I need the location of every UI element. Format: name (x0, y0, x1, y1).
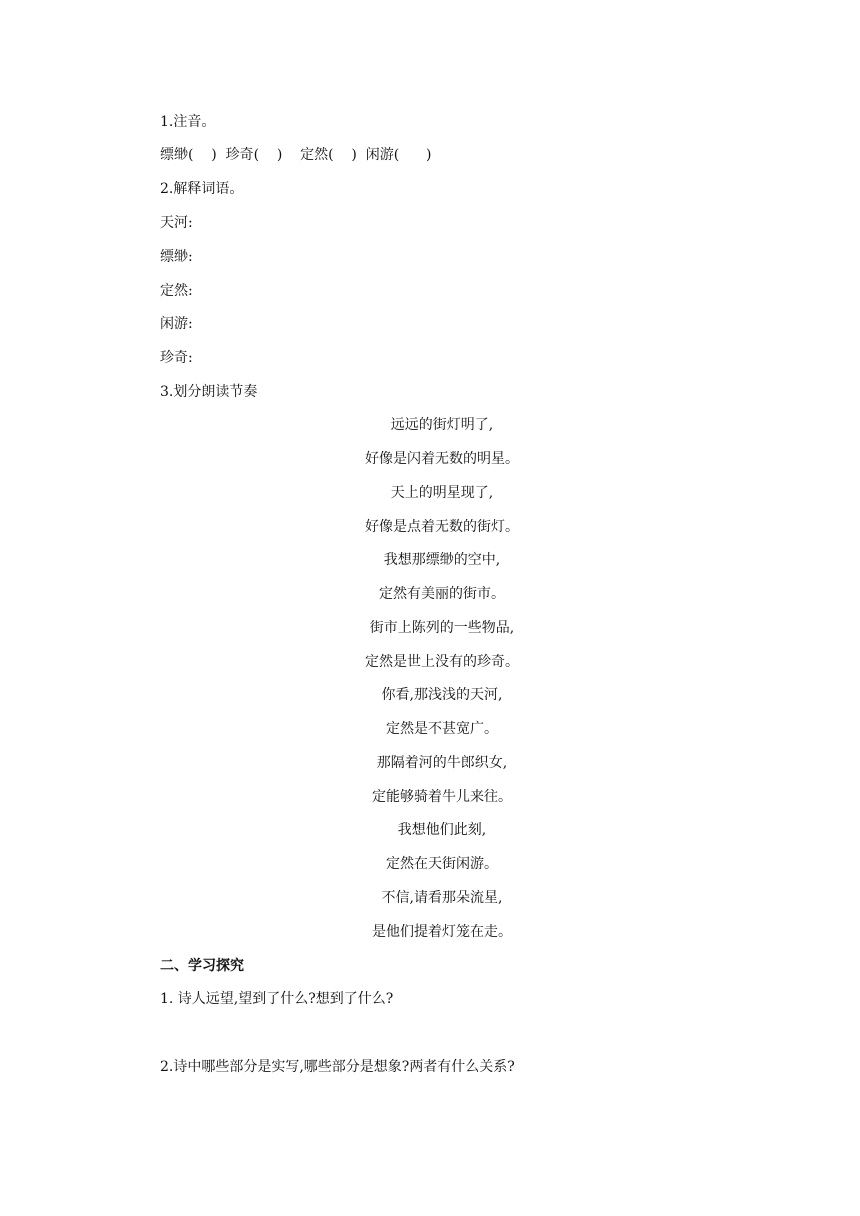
section-2-question-1: 1. 诗人远望,望到了什么?想到了什么? (160, 991, 394, 1007)
poem-line: 我想那缥缈的空中, (383, 552, 501, 568)
question-1-items: 缥缈( ) 珍奇( ) 定然( ) 闲游( ) (160, 147, 432, 163)
poem-line: 好像是点着无数的街灯。 (365, 519, 519, 535)
poem-line: 远远的街灯明了, (390, 417, 494, 433)
poem-line: 不信,请看那朵流星, (381, 890, 503, 906)
term-zhenqi: 珍奇: (160, 350, 193, 366)
poem-line: 定然有美丽的街市。 (379, 586, 505, 602)
question-3-title: 3.划分朗读节奏 (160, 384, 258, 400)
poem-line: 定然是世上没有的珍奇。 (365, 654, 519, 670)
poem-line: 定然在天街闲游。 (386, 856, 498, 872)
poem-line: 那隔着河的牛郎织女, (376, 755, 508, 771)
section-2-question-2: 2.诗中哪些部分是实写,哪些部分是想象?两者有什么关系? (160, 1059, 515, 1075)
poem-line: 天上的明星现了, (390, 485, 494, 501)
question-1-title: 1.注音。 (160, 114, 216, 130)
poem-line: 好像是闪着无数的明星。 (365, 451, 519, 467)
poem-line: 定能够骑着牛儿来往。 (372, 789, 512, 805)
poem-line: 定然是不甚宽广。 (386, 721, 498, 737)
term-xianyou: 闲游: (160, 316, 193, 332)
term-dingran: 定然: (160, 283, 193, 299)
poem-line: 街市上陈列的一些物品, (369, 620, 515, 636)
poem-line: 你看,那浅浅的天河, (381, 687, 503, 703)
term-piaomiao: 缥缈: (160, 249, 193, 265)
section-2-heading: 二、学习探究 (160, 958, 244, 974)
question-2-title: 2.解释词语。 (160, 181, 244, 197)
poem-line: 我想他们此刻, (397, 822, 487, 838)
term-tianhe: 天河: (160, 215, 193, 231)
poem-line: 是他们提着灯笼在走。 (372, 924, 512, 940)
